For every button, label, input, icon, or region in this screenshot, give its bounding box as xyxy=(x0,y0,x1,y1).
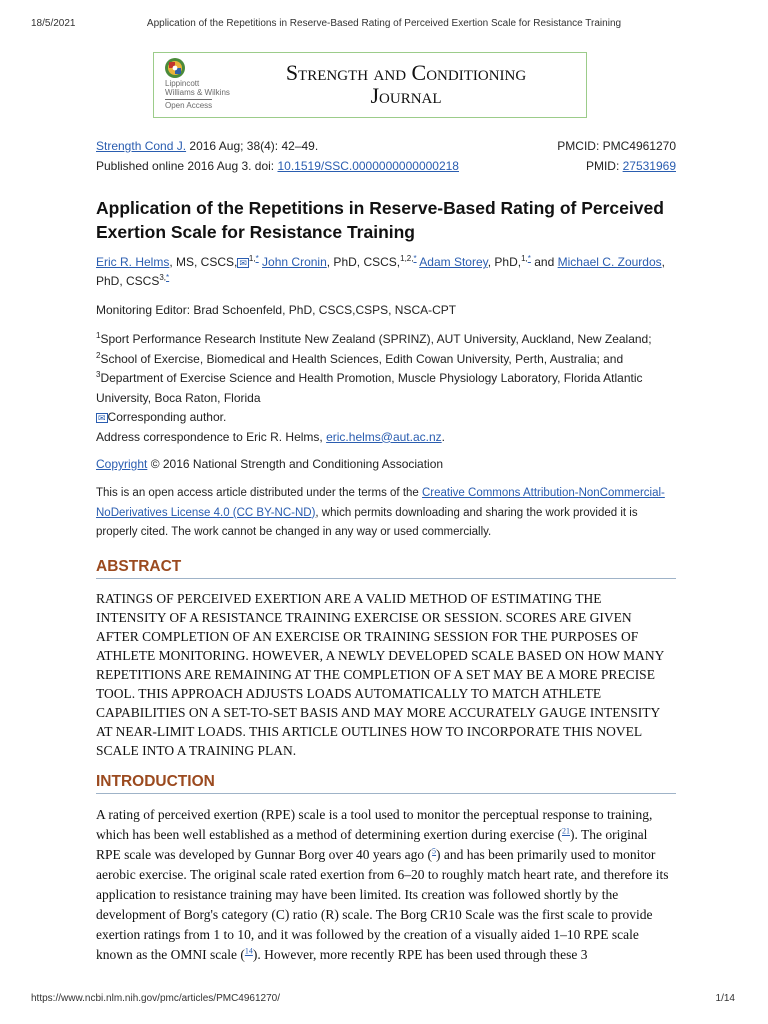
intro-text-1: A rating of perceived exertion (RPE) scale is a tool used to monitor the perceptual response to training, which has been well established as a method of determining exertion during exercise ( xyxy=(96,807,653,842)
abstract-heading: ABSTRACT xyxy=(96,558,676,579)
author-storey-affil: 1, xyxy=(521,254,528,263)
published-line xyxy=(96,159,676,173)
email-link[interactable]: eric.helms@aut.ac.nz xyxy=(326,429,442,444)
author-zourdos-star[interactable]: * xyxy=(166,273,170,282)
published-text: Published online 2016 Aug 3. doi: xyxy=(96,159,278,173)
corresponding-author xyxy=(96,408,676,428)
publisher-line2: Williams & Wilkins xyxy=(165,88,230,97)
author-cronin-star[interactable]: * xyxy=(413,254,417,263)
affiliation-1 xyxy=(96,330,676,350)
affiliation-2-text: School of Exercise, Biomedical and Health Sciences, Edith Cowan University, Perth, Australia; and xyxy=(100,351,624,366)
address-prefix: Address correspondence to Eric R. Helms, xyxy=(96,429,327,444)
author-zourdos[interactable]: Michael C. Zourdos xyxy=(557,255,662,269)
doi-link[interactable]: 10.1519/SSC.0000000000000218 xyxy=(277,159,459,173)
monitoring-editor: Monitoring Editor: Brad Schoenfeld, PhD, CSCS,CSPS, NSCA-CPT xyxy=(96,303,457,317)
author-zourdos-affil: 3, xyxy=(159,273,167,282)
affiliation-3 xyxy=(96,369,676,408)
journal-name-line1: Strength and Conditioning xyxy=(285,60,527,85)
pmid xyxy=(586,159,676,173)
publisher-logo-text xyxy=(165,79,230,110)
author-list xyxy=(96,253,676,291)
license-prefix: This is an open access article distributed under the terms of the xyxy=(96,487,422,499)
license-suffix: , which permits downloading and sharing the work provided it is properly cited. The work cannot be changed in any way or used commercially. xyxy=(96,506,638,538)
copyright-link[interactable]: Copyright xyxy=(96,457,148,471)
license-notice xyxy=(96,484,676,543)
envelope-icon[interactable]: ✉ xyxy=(98,413,106,423)
print-page-number: 1/14 xyxy=(715,993,735,1004)
license-link[interactable]: Creative Commons Attribution-NonCommercial-NoDerivatives License 4.0 (CC BY-NC-ND) xyxy=(96,487,665,519)
envelope-icon[interactable]: ✉ xyxy=(239,258,247,268)
journal-name xyxy=(246,61,566,107)
journal-link[interactable]: Strength Cond J. xyxy=(96,139,187,153)
affiliation-3-sup: 3 xyxy=(96,370,101,379)
affiliation-1-sup: 1 xyxy=(96,331,101,340)
pmid-link[interactable]: 27531969 xyxy=(622,159,676,173)
introduction-paragraph xyxy=(96,805,674,965)
abstract-text: RATINGS OF PERCEIVED EXERTION ARE A VALID METHOD OF ESTIMATING THE INTENSITY OF A RESISTANCE TRAINING EXERCISE OR SESSION. SCORES ARE GIVEN AFTER COMPLETION OF AN EXERCISE OR TRAINING SESSION FOR THE PURPOSES OF ATHLETE MONITORING. HOWEVER, A NEWLY DEVELOPED SCALE BASED ON HOW MANY REPETITIONS ARE REMAINING AT THE COMPLETION OF A SET MAY BE A MORE PRECISE TOOL. THIS APPROACH ADJUSTS LOADS AUTOMATICALLY TO MATCH ATHLETE CAPABILITIES ON A SET-TO-SET BASIS AND MAY MORE ACCURATELY GAUGE INTENSITY AT NEAR-LIMIT LOADS. THIS ARTICLE OUTLINES HOW TO INCORPORATE THIS NOVEL SCALE INTO A TRAINING PLAN. xyxy=(96,591,664,758)
citation-issue: 2016 Aug; 38(4): 42–49. xyxy=(186,139,319,153)
intro-text-3: ) and has been primarily used to monitor aerobic exercise. The original scale rated exertion from 6–20 to roughly match heart rate, and therefore its application to resistance training may have been limited. Its creation was followed shortly by the development of Borg's category (C) ratio (R) scale. The Borg CR10 Scale was the first scale to provide exertion ratings from 1 to 10, and it was followed by the creation of a visually aided 1–10 RPE scale known as the OMNI scale ( xyxy=(96,847,669,962)
citation-line xyxy=(96,139,676,153)
ref-14-link[interactable]: 14 xyxy=(244,946,253,956)
pmcid: PMCID: PMC4961270 xyxy=(557,139,676,153)
ref-21-link[interactable]: 21 xyxy=(561,826,570,836)
print-date: 18/5/2021 xyxy=(31,18,76,29)
author-helms-star[interactable]: * xyxy=(255,254,259,263)
author-storey-star[interactable]: * xyxy=(527,254,531,263)
open-access-label: Open Access xyxy=(165,101,213,110)
corresponding-text: Corresponding author. xyxy=(107,410,227,424)
affiliation-2-sup: 2 xyxy=(96,350,101,360)
ref-5-link[interactable]: 5 xyxy=(432,846,437,856)
author-cronin-cred: , PhD, CSCS, xyxy=(326,255,401,269)
print-url: https://www.ncbi.nlm.nih.gov/pmc/articles/PMC4961270/ xyxy=(31,993,280,1004)
copyright-line xyxy=(96,455,676,475)
copyright-text: © 2016 National Strength and Conditioning Association xyxy=(147,457,444,471)
author-cronin-affil: 1,2, xyxy=(400,254,414,263)
publisher-logo-icon xyxy=(164,57,186,79)
publisher-line1: Lippincott xyxy=(165,79,200,88)
author-helms-cred: , MS, CSCS, xyxy=(169,255,238,269)
journal-name-line2: Journal xyxy=(370,83,442,108)
author-zourdos-cred2: PhD, CSCS xyxy=(96,274,160,288)
author-storey[interactable]: Adam Storey xyxy=(419,255,488,269)
affiliations xyxy=(96,330,676,447)
journal-banner[interactable] xyxy=(153,52,587,118)
affiliation-3-text: Department of Exercise Science and Health Promotion, Muscle Physiology Laboratory, Florida Atlantic University, Boca Raton, Florida xyxy=(96,371,643,405)
intro-text-2: ). The original RPE scale was developed by Gunnar Borg over 40 years ago ( xyxy=(96,827,648,862)
pmid-label: PMID: xyxy=(585,159,623,173)
author-cronin[interactable]: John Cronin xyxy=(262,255,327,269)
author-and: and xyxy=(530,255,558,269)
introduction-heading: INTRODUCTION xyxy=(96,773,676,794)
article-title: Application of the Repetitions in Reserve-Based Rating of Perceived Exertion Scale for Resistance Training xyxy=(96,198,664,242)
author-storey-cred: , PhD, xyxy=(487,255,522,269)
print-doc-title: Application of the Repetitions in Reserve-Based Rating of Perceived Exertion Scale for Resistance Training xyxy=(146,18,622,29)
affiliation-1-text: Sport Performance Research Institute New Zealand (SPRINZ), AUT University, Auckland, New Zealand; xyxy=(100,332,652,346)
author-helms-affil: 1, xyxy=(248,254,256,263)
intro-text-4: ). However, more recently RPE has been used through these 3 xyxy=(252,947,588,962)
author-zourdos-cred: , xyxy=(661,255,665,269)
address-line: Address correspondence to Eric R. Helms, eric.helms@aut.ac.nz. xyxy=(96,429,445,444)
author-helms[interactable]: Eric R. Helms xyxy=(96,255,170,269)
affiliation-2 xyxy=(96,350,676,370)
